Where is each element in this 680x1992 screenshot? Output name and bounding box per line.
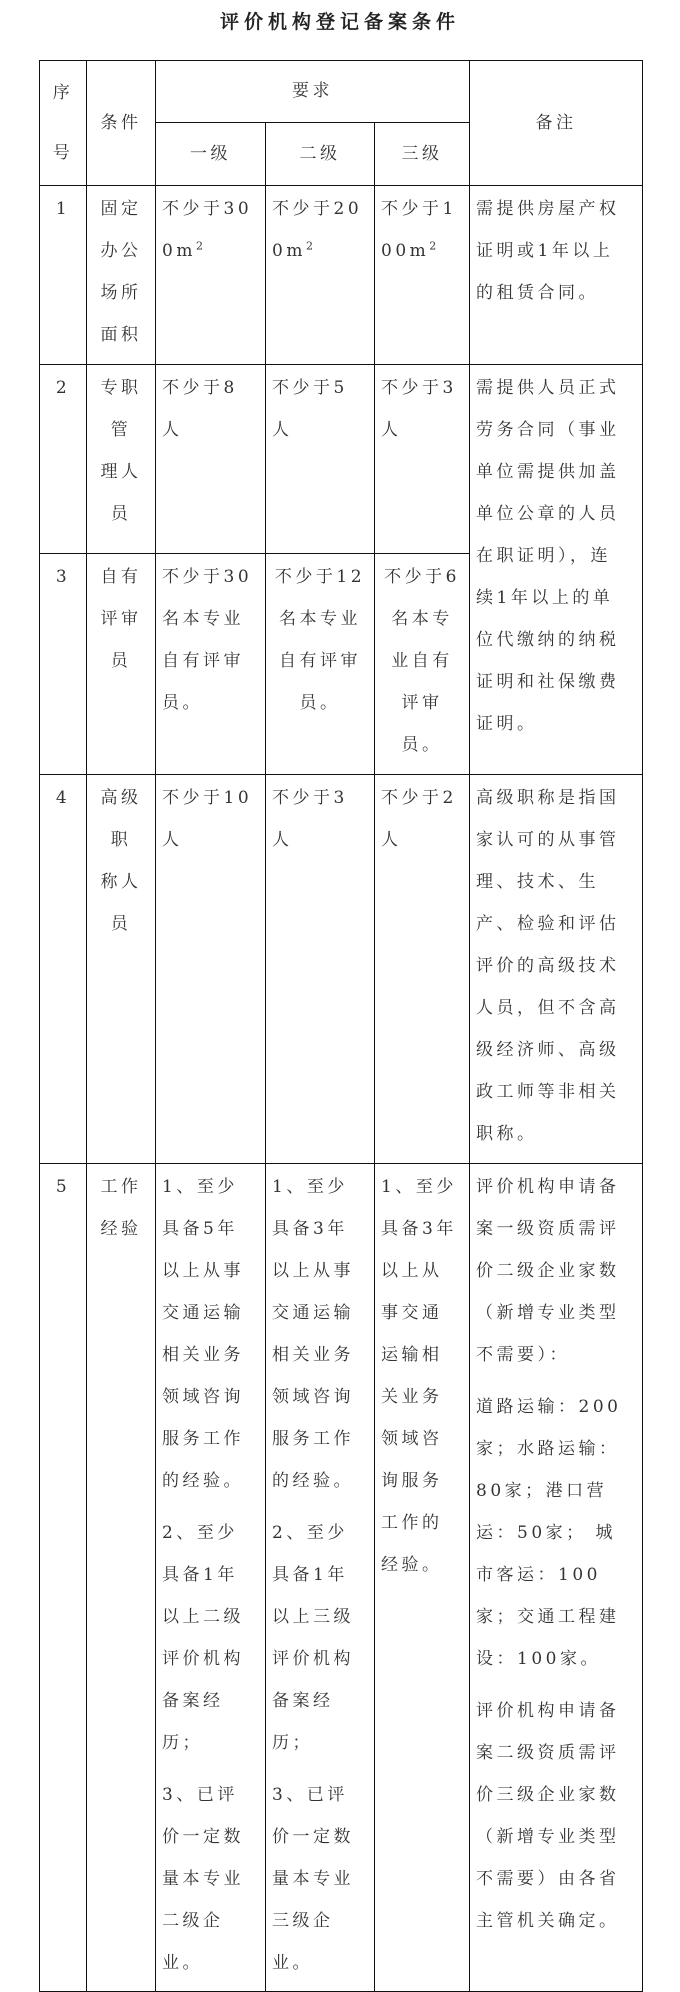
condition-cell xyxy=(87,365,156,554)
condition-line: 员 xyxy=(110,914,132,934)
header-level-3: 三级 xyxy=(375,122,470,185)
document-title: 评价机构登记备案条件 xyxy=(219,11,460,33)
condition-line: 员 xyxy=(110,651,132,671)
level1-requirement-cell xyxy=(156,554,266,775)
text-line: 家；交通工程建 xyxy=(476,1607,620,1627)
text-line: 评价机构申请备 xyxy=(476,1701,620,1721)
text-line: 自有评审 xyxy=(279,651,361,671)
text-line: 1、至少 xyxy=(381,1177,457,1197)
text-line: 2、至少 xyxy=(162,1523,238,1543)
text-line: 的经验。 xyxy=(162,1471,244,1491)
text-line: 价二级企业家数 xyxy=(476,1261,620,1281)
row-number-text: 5 xyxy=(55,1177,71,1197)
text-line: 运：50家； 城 xyxy=(476,1523,617,1543)
text-line: 具备3年 xyxy=(381,1219,457,1239)
condition-line: 理人 xyxy=(100,462,142,482)
paragraph xyxy=(381,188,463,272)
text-line: 备案经 xyxy=(162,1691,224,1711)
condition-line: 称人 xyxy=(100,872,142,892)
note-cell xyxy=(470,186,643,365)
header-note: 备注 xyxy=(470,61,643,186)
text-line: 交通运输 xyxy=(272,1303,354,1323)
text-line: 不少于1 xyxy=(381,199,457,219)
condition-line: 办公 xyxy=(100,241,142,261)
row-number-text: 4 xyxy=(55,788,71,808)
text-line: 家认可的从事管 xyxy=(476,830,620,850)
text-line: （新增专业类型 xyxy=(476,1827,620,1847)
text-line: 工作的 xyxy=(381,1513,443,1533)
text-line: 历； xyxy=(162,1733,203,1753)
condition-line: 自有 xyxy=(100,567,142,587)
superscript: 2 xyxy=(195,239,207,253)
text-line: 不少于6 xyxy=(384,567,460,587)
row-number-text: 1 xyxy=(55,199,71,219)
text-line: $0m^2$ xyxy=(272,239,317,261)
paragraph xyxy=(162,188,259,272)
text-line: 价一定数 xyxy=(162,1827,244,1847)
text-line: 单位公章的人员 xyxy=(476,504,620,524)
text-line: 3、已评 xyxy=(272,1785,348,1805)
text-line: 交通运输 xyxy=(162,1303,244,1323)
condition-line: 员 xyxy=(110,504,132,524)
text-line: 不少于2 xyxy=(381,788,457,808)
text-line: 领域咨询 xyxy=(162,1387,244,1407)
level1-requirement-cell xyxy=(156,186,266,365)
text-line: 产、检验和评估 xyxy=(476,914,620,934)
text-line: 评价机构申请备 xyxy=(476,1177,620,1197)
text-line: 量本专业 xyxy=(272,1869,354,1889)
text-line: 需提供人员正式 xyxy=(476,378,620,398)
paragraph xyxy=(476,1690,636,1942)
row-number-text: 3 xyxy=(55,567,71,587)
level3-requirement-cell xyxy=(375,186,470,365)
text-line: $00m^2$ xyxy=(381,239,440,261)
text-line: 2、至少 xyxy=(272,1523,348,1543)
table-row xyxy=(40,186,643,365)
text-line: 单位需提供加盖 xyxy=(476,462,620,482)
text-line: 不少于10 xyxy=(162,788,253,808)
row-number xyxy=(40,1164,87,1992)
paragraph xyxy=(272,1166,368,1502)
text-line: 具备1年 xyxy=(272,1565,348,1585)
condition-line: 固定 xyxy=(100,199,142,219)
text-line: 级经济师、高级 xyxy=(476,1040,620,1060)
row-number xyxy=(40,775,87,1164)
paragraph xyxy=(272,1774,368,1984)
header-no xyxy=(40,61,87,186)
text-line: 业。 xyxy=(272,1953,313,1973)
text-line: 需提供房屋产权 xyxy=(476,199,620,219)
text-line: 名本专业 xyxy=(279,609,361,629)
text-line: 人 xyxy=(162,830,183,850)
text-line: 的经验。 xyxy=(272,1471,354,1491)
text-line: 不少于8 xyxy=(162,378,238,398)
paragraph xyxy=(381,1166,463,1586)
text-line: 具备5年 xyxy=(162,1219,238,1239)
text-line: 理、技术、生 xyxy=(476,872,599,892)
text-line: 不需要）由各省 xyxy=(476,1869,620,1889)
paragraph xyxy=(272,556,368,724)
level2-requirement-cell xyxy=(266,365,375,554)
text-line: 以上三级 xyxy=(272,1607,354,1627)
text-line: 不需要）： xyxy=(476,1345,570,1365)
paragraph xyxy=(476,367,636,745)
paragraph xyxy=(476,188,636,314)
paragraph xyxy=(162,556,259,724)
text-line: 评价的高级技术 xyxy=(476,956,620,976)
condition-line: 面积 xyxy=(100,325,142,345)
text-line: 名本专业 xyxy=(162,609,244,629)
text-line: 具备1年 xyxy=(162,1565,238,1585)
text-line: 服务工作 xyxy=(272,1429,354,1449)
paragraph xyxy=(381,777,463,861)
text-line: 不少于12 xyxy=(274,567,366,587)
text-line: 不少于30 xyxy=(162,199,253,219)
level2-requirement-cell xyxy=(266,186,375,365)
text-line: 人 xyxy=(272,420,293,440)
text-line: 员。 xyxy=(299,693,341,713)
text-line: 3、已评 xyxy=(162,1785,238,1805)
text-line: 员。 xyxy=(401,735,443,755)
header-condition: 条件 xyxy=(87,61,156,186)
text-line: 相关业务 xyxy=(162,1345,244,1365)
text-line: 领域咨询 xyxy=(272,1387,354,1407)
note-cell xyxy=(470,1164,643,1992)
text-line: 人 xyxy=(381,420,402,440)
text-line: 经验。 xyxy=(381,1555,443,1575)
level3-requirement-cell xyxy=(375,554,470,775)
paragraph xyxy=(381,367,463,451)
text-line: 1、至少 xyxy=(272,1177,348,1197)
text-line: 价一定数 xyxy=(272,1827,354,1847)
filing-conditions-table xyxy=(39,60,643,1992)
level2-requirement-cell xyxy=(266,1164,375,1992)
text-line: 以上从事 xyxy=(272,1261,354,1281)
text-line: 人 xyxy=(381,830,402,850)
text-line: 二级企 xyxy=(162,1911,224,1931)
text-line: 自有评审 xyxy=(162,651,244,671)
text-line: 设：100家。 xyxy=(476,1649,601,1669)
text-line: 不少于5 xyxy=(272,378,348,398)
text-line: 名本专 xyxy=(391,609,453,629)
text-line: 评价机构 xyxy=(272,1649,354,1669)
row-number xyxy=(40,365,87,554)
text-line: 业自有 xyxy=(391,651,453,671)
text-line: 具备3年 xyxy=(272,1219,348,1239)
text-line: 证明。 xyxy=(476,714,538,734)
text-line: 劳务合同（事业 xyxy=(476,420,620,440)
paragraph xyxy=(476,1166,636,1376)
table-row xyxy=(40,775,643,1164)
text-line: 以上从事 xyxy=(162,1261,244,1281)
paragraph xyxy=(476,777,636,1155)
header-level-2: 二级 xyxy=(266,122,375,185)
text-line: 人 xyxy=(272,830,293,850)
superscript: 2 xyxy=(429,239,440,253)
condition-line: 经验 xyxy=(100,1219,142,1239)
text-line: 备案经 xyxy=(272,1691,334,1711)
header-no-line: 序 xyxy=(52,83,74,103)
condition-cell xyxy=(87,775,156,1164)
condition-line: 高级 xyxy=(100,788,142,808)
text-line: 高级职称是指国 xyxy=(476,788,620,808)
text-line: 以上二级 xyxy=(162,1607,244,1627)
level1-requirement-cell xyxy=(156,1164,266,1992)
text-line: 不少于30 xyxy=(162,567,253,587)
row-number xyxy=(40,186,87,365)
condition-line: 专职 xyxy=(100,378,142,398)
text-line: 不少于20 xyxy=(272,199,363,219)
note-cell xyxy=(470,775,643,1164)
header-no-line: 号 xyxy=(52,143,74,163)
text-line: 不少于3 xyxy=(272,788,348,808)
text-line: 道路运输：200 xyxy=(476,1397,622,1417)
condition-line: 工作 xyxy=(100,1177,142,1197)
level1-requirement-cell xyxy=(156,775,266,1164)
row-number-text: 2 xyxy=(55,378,71,398)
text-line: 员。 xyxy=(162,693,203,713)
condition-line: 评审 xyxy=(100,609,142,629)
level2-requirement-cell xyxy=(266,775,375,1164)
text-line: 量本专业 xyxy=(162,1869,244,1889)
text-line: 询服务 xyxy=(381,1471,443,1491)
text-line: 服务工作 xyxy=(162,1429,244,1449)
text-line: 领域咨 xyxy=(381,1429,443,1449)
text-line: 价三级企业家数 xyxy=(476,1785,620,1805)
header-level-1: 一级 xyxy=(156,122,266,185)
condition-line: 管 xyxy=(110,420,132,440)
text-line: 的租赁合同。 xyxy=(476,283,599,303)
text-line: 家；水路运输： xyxy=(476,1439,620,1459)
text-line: 关业务 xyxy=(381,1387,443,1407)
text-line: 运输相 xyxy=(381,1345,443,1365)
text-line: 人 xyxy=(162,420,183,440)
condition-cell xyxy=(87,186,156,365)
text-line: 市客运：100 xyxy=(476,1565,601,1585)
paragraph xyxy=(381,556,463,766)
superscript: 2 xyxy=(305,239,317,253)
paragraph xyxy=(162,1166,259,1502)
text-line: 案一级资质需评 xyxy=(476,1219,620,1239)
text-line: 事交通 xyxy=(381,1303,443,1323)
text-line: 相关业务 xyxy=(272,1345,354,1365)
text-line: 人员，但不含高 xyxy=(476,998,620,1018)
text-line: 以上从 xyxy=(381,1261,443,1281)
condition-line: 职 xyxy=(110,830,132,850)
text-line: 80家；港口营 xyxy=(476,1481,608,1501)
text-line: 职称。 xyxy=(476,1124,538,1144)
text-line: 主管机关确定。 xyxy=(476,1911,620,1931)
paragraph xyxy=(272,367,368,451)
text-line: $0m^2$ xyxy=(162,239,207,261)
paragraph xyxy=(162,777,259,861)
paragraph xyxy=(272,188,368,272)
condition-line: 场所 xyxy=(100,283,142,303)
level3-requirement-cell xyxy=(375,775,470,1164)
row-number xyxy=(40,554,87,775)
paragraph xyxy=(162,1512,259,1764)
text-line: 政工师等非相关 xyxy=(476,1082,620,1102)
text-line: 在职证明），连 xyxy=(476,546,611,566)
text-line: 历； xyxy=(272,1733,313,1753)
text-line: 业。 xyxy=(162,1953,203,1973)
header-requirement: 要求 xyxy=(156,61,470,123)
text-line: 评审 xyxy=(401,693,443,713)
condition-cell xyxy=(87,554,156,775)
text-line: 不少于3 xyxy=(381,378,457,398)
text-line: 证明和社保缴费 xyxy=(476,672,620,692)
level2-requirement-cell xyxy=(266,554,375,775)
level3-requirement-cell xyxy=(375,1164,470,1992)
level3-requirement-cell xyxy=(375,365,470,554)
table-row xyxy=(40,1164,643,1992)
text-line: 三级企 xyxy=(272,1911,334,1931)
paragraph xyxy=(272,777,368,861)
table-row xyxy=(40,365,643,554)
condition-cell xyxy=(87,1164,156,1992)
text-line: 位代缴纳的纳税 xyxy=(476,630,620,650)
paragraph xyxy=(162,367,259,451)
text-line: 评价机构 xyxy=(162,1649,244,1669)
text-line: 1、至少 xyxy=(162,1177,238,1197)
text-line: 续1年以上的单 xyxy=(476,588,614,608)
level1-requirement-cell xyxy=(156,365,266,554)
paragraph xyxy=(272,1512,368,1764)
paragraph xyxy=(476,1386,636,1680)
text-line: （新增专业类型 xyxy=(476,1303,620,1323)
text-line: 证明或1年以上 xyxy=(476,241,614,261)
note-cell xyxy=(470,365,643,775)
text-line: 案二级资质需评 xyxy=(476,1743,620,1763)
paragraph xyxy=(162,1774,259,1984)
